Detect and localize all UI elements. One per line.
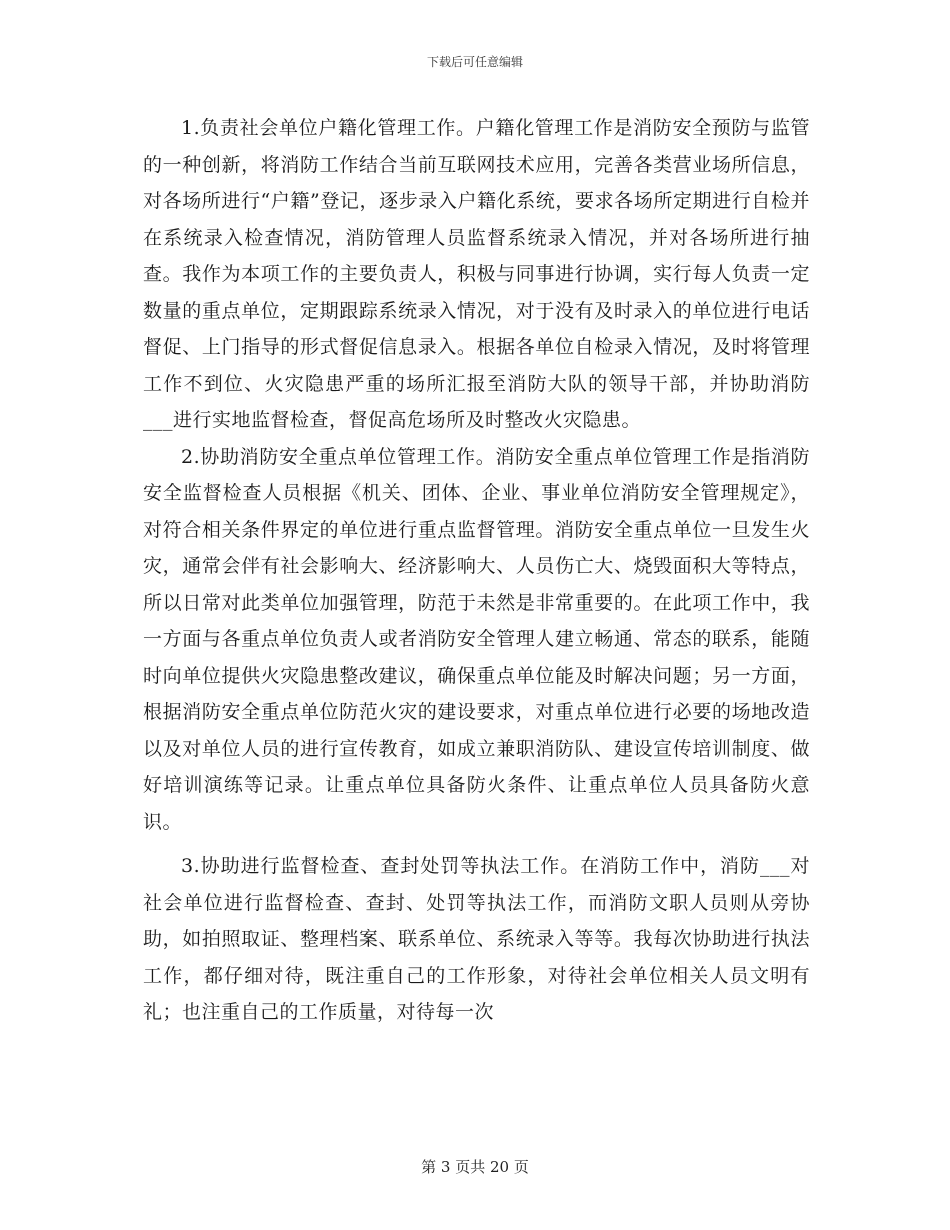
paragraph-household-registration: 1.负责社会单位户籍化管理工作。户籍化管理工作是消防安全预防与监管的一种创新，将消防工作结合当前互联网技术应用，完善各类营业场所信息，对各场所进行“户籍”登记，逐步录入户籍化系统，要求各场所定期进行自检并在系统录入检查情况，消防管理人员监督系统录入情况，并对各场所进行抽查。我作为本项工作的主要负责人，积极与同事进行协调，实行每人负责一定数量的重点单位，定期跟踪系统录入情况，对于没有及时录入的单位进行电话督促、上门指导的形式督促信息录入。根据各单位自检录入情况，及时将管理工作不到位、火灾隐患严重的场所汇报至消防大队的领导干部，并协助消防___进行实地监督检查，督促高危场所及时整改火灾隐患。: [143, 117, 810, 431]
document-body: [143, 110, 810, 1031]
paragraph-law-enforcement: 3.协助进行监督检查、查封处罚等执法工作。在消防工作中，消防___对社会单位进行监督检查、查封、处罚等执法工作，而消防文职人员则从旁协助，如拍照取证、整理档案、联系单位、系统录入等等。我每次协助进行执法工作，都仔细对待，既注重自己的工作形象，对待社会单位相关人员文明有礼；也注重自己的工作质量，对待每一次: [143, 855, 810, 1023]
page-header-note: 下载后可任意编辑: [426, 55, 523, 69]
paragraph-key-unit-management: 2.协助消防安全重点单位管理工作。消防安全重点单位管理工作是指消防安全监督检查人员根据《机关、团体、企业、事业单位消防安全管理规定》，对符合相关条件界定的单位进行重点监督管理。消防安全重点单位一旦发生火灾，通常会伴有社会影响大、经济影响大、人员伤亡大、烧毁面积大等特点，所以日常对此类单位加强管理，防范于未然是非常重要的。在此项工作中，我一方面与各重点单位负责人或者消防安全管理人建立畅通、常态的联系，能随时向单位提供火灾隐患整改建议，确保重点单位能及时解决问题；另一方面，根据消防安全重点单位防范火灾的建设要求，对重点单位进行必要的场地改造以及对单位人员的进行宣传教育，如成立兼职消防队、建设宣传培训制度、做好培训演练等记录。让重点单位具备防火条件、让重点单位人员具备防火意识。: [143, 445, 810, 833]
page-number-footer: 第 3 页共 20 页: [421, 1158, 529, 1176]
